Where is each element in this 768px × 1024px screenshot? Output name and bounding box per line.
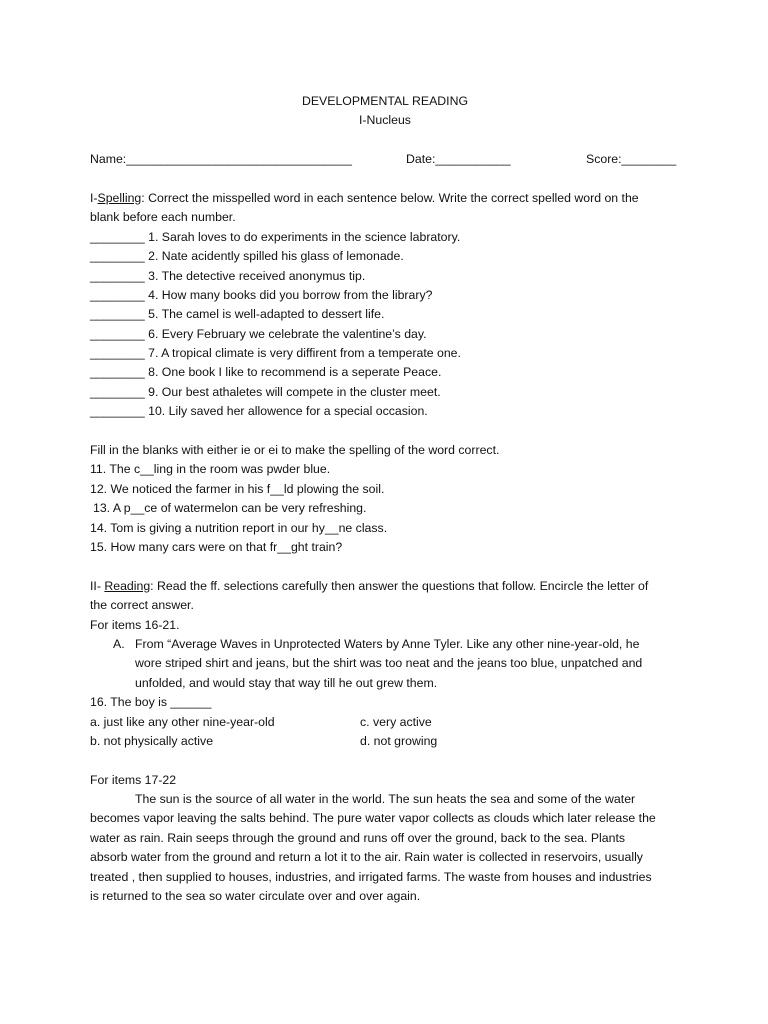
fill-in-instruction: Fill in the blanks with either ie or ei to make the spelling of the word correct. [90,443,500,458]
fill-in-item: 14. Tom is giving a nutrition report in our hy__ne class. [90,520,388,535]
spelling-item: ________ 4. How many books did you borrow from the library? [90,287,433,302]
selection-a-line: unfolded, and would stay that way till he out grew them. [135,675,438,690]
choice-c: c. very active [360,714,432,729]
selection-letter: A. [113,636,125,651]
name-field: Name:_________________________________ [90,152,352,167]
spelling-item: ________ 8. One book I like to recommend is a seperate Peace. [90,365,442,380]
spelling-instruction-cont: blank before each number. [90,210,236,225]
passage-line: The sun is the source of all water in the world. The sun heats the sea and some of the water [135,792,636,807]
fill-in-item: 11. The c__ling in the room was pwder blue. [90,462,331,477]
choice-row [90,713,680,732]
score-field: Score:________ [586,152,677,167]
passage-line: becomes vapor leaving the salts behind. The pure water vapor collects as clouds which later release the [90,811,656,826]
items-note: For items 17-22 [90,772,177,787]
reading-instruction [90,577,680,596]
spelling-item: ________ 9. Our best athaletes will compete in the cluster meet. [90,384,441,399]
selection-a-line: From “Average Waves in Unprotected Waters by Anne Tyler. Like any other nine-year-old, he [135,636,640,651]
spelling-prefix: I- [90,190,98,205]
spelling-instruction [90,189,680,208]
spelling-instruction-text: : Correct the misspelled word in each sentence below. Write the correct spelled word on the [141,190,639,205]
fill-in-item: 12. We noticed the farmer in his f__ld plowing the soil. [90,481,385,496]
spelling-label: Spelling [97,190,142,205]
spelling-item: ________ 10. Lily saved her allowence for a special occasion. [90,404,428,419]
spelling-item: ________ 3. The detective received anonymus tip. [90,268,366,283]
worksheet-subtitle: I-Nucleus [359,113,411,128]
selection-a [90,635,680,654]
spelling-item: ________ 7. A tropical climate is very diffirent from a temperate one. [90,346,461,361]
passage-line: absorb water from the ground and return a lot it to the air. Rain water is collected in reservoirs, usually [90,850,643,865]
selection-a-line: wore striped shirt and jeans, but the shirt was too neat and the jeans too blue, unpatched and [135,656,643,671]
student-info-row [90,150,680,169]
date-field: Date:___________ [406,152,511,167]
reading-instruction-text: : Read the ff. selections carefully then answer the questions that follow. Encircle the letter of [150,578,649,593]
reading-label: Reading [104,578,151,593]
passage-line: treated , then supplied to houses, industries, and irrigated farms. The waste from houses and industries [90,869,652,884]
choice-b: b. not physically active [90,733,214,748]
worksheet-title: DEVELOPMENTAL READING [301,94,469,108]
question-16: 16. The boy is ______ [90,695,212,710]
worksheet-page [90,92,680,906]
spelling-item: ________ 2. Nate acidently spilled his glass of lemonade. [90,249,404,264]
spelling-item: ________ 5. The camel is well-adapted to dessert life. [90,307,385,322]
choice-a: a. just like any other nine-year-old [90,714,275,729]
passage-line: water as rain. Rain seeps through the ground and runs off over the ground, back to the sea. Plants [90,830,626,845]
spelling-item: ________ 6. Every February we celebrate the valentine’s day. [90,326,427,341]
items-note: For items 16-21. [90,617,180,632]
reading-instruction-cont: the correct answer. [90,598,194,613]
spelling-item: ________ 1. Sarah loves to do experiments in the science labratory. [90,229,461,244]
reading-prefix: II- [90,578,105,593]
passage-line: is returned to the sea so water circulate over and over again. [90,889,421,904]
choice-d: d. not growing [360,733,438,748]
fill-in-item: 13. A p__ce of watermelon can be very refreshing. [93,501,367,516]
fill-in-item: 15. How many cars were on that fr__ght train? [90,539,343,554]
choice-row [90,732,680,751]
